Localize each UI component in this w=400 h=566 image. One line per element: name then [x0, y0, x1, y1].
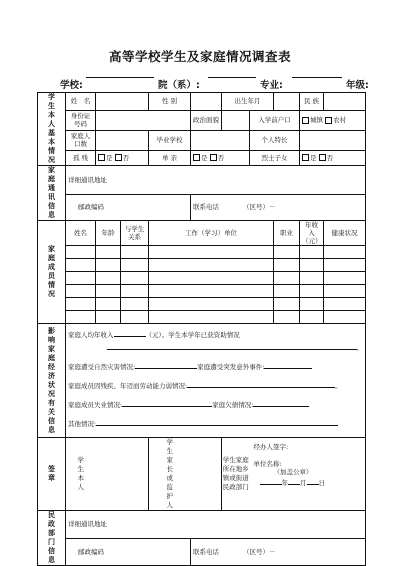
member-cell[interactable]: [96, 259, 121, 272]
civil-sign-label: 学生家庭所在地乡镇或街道民政部门: [222, 438, 250, 511]
unemployment-field[interactable]: [122, 399, 212, 407]
dept-label: 院（系）:: [158, 80, 200, 91]
economic-line-2: 家庭遭受自然灾害情况: 家庭遭受突发意外事件:: [68, 361, 363, 371]
aid-field[interactable]: [107, 342, 357, 350]
member-cell[interactable]: [121, 246, 149, 259]
accident-field[interactable]: [264, 361, 312, 369]
member-cell[interactable]: [149, 311, 274, 324]
id-cell[interactable]: [96, 110, 191, 130]
contact-section-label: 家庭通讯信息: [38, 166, 66, 221]
civil-address[interactable]: [66, 511, 366, 539]
name-cell[interactable]: [96, 93, 149, 111]
specialty-cell[interactable]: [300, 130, 366, 150]
sign-date: 年 月 日: [260, 477, 364, 487]
handler-label: 经办人签字:: [253, 443, 289, 451]
member-cell[interactable]: [121, 272, 149, 285]
civil-phone-label: 联系电话: [193, 547, 219, 556]
other-field[interactable]: [96, 418, 338, 426]
member-cell[interactable]: [274, 259, 300, 272]
single-options: [191, 150, 250, 166]
member-cell[interactable]: [66, 298, 96, 311]
member-cell[interactable]: [274, 311, 300, 324]
grade-label: 年级:: [346, 80, 369, 91]
member-cell[interactable]: [66, 259, 96, 272]
basic-section-label: 学生本人基本情况: [38, 93, 66, 166]
member-col-income: 年收入（元）: [300, 221, 324, 246]
economic-line-4: 家庭成员失业情况: 家庭欠债情况:: [68, 399, 363, 409]
hukou-options: [300, 110, 366, 130]
rural-checkbox[interactable]: [325, 117, 332, 124]
yes-label: 是: [201, 153, 208, 162]
member-cell[interactable]: [66, 311, 96, 324]
gender-label: 性 别: [149, 93, 191, 111]
member-cell[interactable]: [149, 272, 274, 285]
urban-checkbox[interactable]: [302, 117, 309, 124]
table-row: [38, 285, 366, 298]
page-title: 高等学校学生及家庭情况调查表: [108, 49, 291, 64]
contact-address-label: 详细通讯地址: [68, 175, 107, 184]
member-cell[interactable]: [149, 246, 274, 259]
member-cell[interactable]: [300, 246, 324, 259]
orphan-label: 孤 残: [66, 150, 96, 166]
member-cell[interactable]: [66, 272, 96, 285]
contact-phone-label: 联系电话: [193, 203, 219, 212]
survey-form: [37, 92, 366, 566]
member-cell[interactable]: [300, 272, 324, 285]
ethnic-cell[interactable]: [324, 93, 366, 111]
member-cell[interactable]: [66, 246, 96, 259]
member-cell[interactable]: [96, 298, 121, 311]
seal-label: （加盖公章）: [273, 468, 313, 476]
single-no-checkbox[interactable]: [210, 154, 217, 161]
member-cell[interactable]: [324, 259, 366, 272]
table-row: [38, 298, 366, 311]
family-size-label: 家庭人口数: [66, 130, 96, 150]
economic-line-5: 其他情况:: [68, 418, 363, 428]
member-cell[interactable]: [96, 285, 121, 298]
school-from-label: 毕业学校: [149, 130, 191, 150]
economic-section-label: 影响家庭经济状况有关信息: [38, 324, 66, 438]
table-row: [38, 259, 366, 272]
id-label: 身份证号码: [66, 110, 96, 130]
name-label: 姓 名: [66, 93, 96, 111]
member-cell[interactable]: [121, 298, 149, 311]
member-cell[interactable]: [66, 285, 96, 298]
martyr-label: 烈士子女: [250, 150, 300, 166]
ethnic-label: 民 族: [300, 93, 324, 111]
economic-line-1b: 。: [68, 342, 363, 352]
member-cell[interactable]: [149, 285, 274, 298]
member-col-name: 姓名: [66, 221, 96, 246]
member-cell[interactable]: [274, 285, 300, 298]
orphan-no-checkbox[interactable]: [115, 154, 122, 161]
table-row: [38, 246, 366, 259]
member-col-job: 职业: [274, 221, 300, 246]
civil-postcode[interactable]: [66, 538, 191, 566]
member-cell[interactable]: [274, 246, 300, 259]
member-cell[interactable]: [324, 311, 366, 324]
student-sign-label: 学生本人: [66, 438, 96, 511]
urban-label: 城镇: [310, 116, 323, 125]
orphan-options: [96, 150, 149, 166]
members-section-label: 家庭成员情况: [38, 221, 66, 324]
member-cell[interactable]: [324, 272, 366, 285]
member-col-relation: 与学生关系: [121, 221, 149, 246]
member-col-health: 健康状况: [324, 221, 366, 246]
disaster-field[interactable]: [135, 361, 197, 369]
disability-field[interactable]: [187, 380, 335, 388]
civil-sign-area[interactable]: [250, 438, 366, 511]
yes-label: 是: [310, 153, 317, 162]
economic-line-3: 家庭成员因残疾、年迈而劳动能力弱情况: 。: [68, 382, 342, 390]
major-label: 专业:: [260, 80, 283, 91]
no-label: 否: [217, 153, 225, 162]
single-label: 单 亲: [149, 150, 191, 166]
single-yes-checkbox[interactable]: [193, 154, 200, 161]
civil-address-label: 详细通讯地址: [68, 520, 107, 529]
rural-label: 农村: [333, 116, 347, 125]
student-sign-area[interactable]: [96, 438, 149, 511]
member-cell[interactable]: [324, 246, 366, 259]
member-cell[interactable]: [324, 298, 366, 311]
gender-cell[interactable]: [191, 93, 222, 111]
member-cell[interactable]: [121, 259, 149, 272]
member-cell[interactable]: [324, 285, 366, 298]
civil-area-label: （区号）－: [243, 547, 276, 556]
debt-field[interactable]: [253, 399, 309, 407]
school-from-cell[interactable]: [191, 130, 250, 150]
member-cell[interactable]: [121, 285, 149, 298]
income-field[interactable]: [114, 329, 146, 337]
member-col-workplace: 工作（学习）单位: [149, 221, 274, 246]
member-cell[interactable]: [300, 311, 324, 324]
politics-cell[interactable]: [222, 110, 250, 130]
member-cell[interactable]: [149, 298, 274, 311]
member-cell[interactable]: [96, 311, 121, 324]
member-cell[interactable]: [121, 311, 149, 324]
member-cell[interactable]: [96, 272, 121, 285]
martyr-yes-checkbox[interactable]: [302, 154, 309, 161]
contact-area-label: （区号）－: [243, 203, 276, 212]
major-field[interactable]: [292, 77, 342, 78]
economic-line-1: 家庭人均年收入 （元）。学生本学年已获资助情况: [68, 331, 240, 339]
member-cell[interactable]: [149, 259, 274, 272]
member-cell[interactable]: [274, 298, 300, 311]
school-field[interactable]: [86, 77, 154, 78]
civil-postcode-label: 邮政编码: [78, 547, 104, 556]
member-col-age: 年龄: [96, 221, 121, 246]
signature-section-label: 签章: [38, 438, 66, 511]
guardian-sign-label: 学生家长或监护人: [149, 438, 191, 511]
family-size-cell[interactable]: [96, 130, 149, 150]
member-cell[interactable]: [96, 246, 121, 259]
yes-label: 是: [106, 153, 113, 162]
contact-postcode[interactable]: [66, 194, 191, 220]
member-cell[interactable]: [300, 259, 324, 272]
civil-phone[interactable]: [191, 538, 366, 566]
contact-postcode-label: 邮政编码: [78, 203, 104, 212]
dept-field[interactable]: [208, 77, 256, 78]
orphan-yes-checkbox[interactable]: [98, 154, 105, 161]
member-cell[interactable]: [274, 272, 300, 285]
member-cell[interactable]: [300, 285, 324, 298]
martyr-no-checkbox[interactable]: [319, 154, 326, 161]
politics-label: 政治面貌: [191, 110, 222, 130]
unit-label: 单位名称:: [253, 460, 282, 468]
contact-address[interactable]: [66, 166, 366, 195]
birth-cell[interactable]: [274, 93, 300, 111]
guardian-sign-area[interactable]: [191, 438, 222, 511]
birth-label: 出生年月: [222, 93, 274, 111]
header-row: [60, 77, 380, 91]
civil-section-label: 民政部门信息: [38, 511, 66, 566]
no-label: 否: [326, 153, 334, 162]
martyr-options: [300, 150, 366, 166]
school-label: 学校:: [60, 80, 83, 91]
hukou-label: 入学前户口: [250, 110, 300, 130]
economic-info: [66, 324, 366, 438]
specialty-label: 个人特长: [250, 130, 300, 150]
table-row: [38, 272, 366, 285]
contact-phone[interactable]: [191, 194, 366, 220]
no-label: 否: [122, 153, 130, 162]
table-row: [38, 311, 366, 324]
member-cell[interactable]: [300, 298, 324, 311]
